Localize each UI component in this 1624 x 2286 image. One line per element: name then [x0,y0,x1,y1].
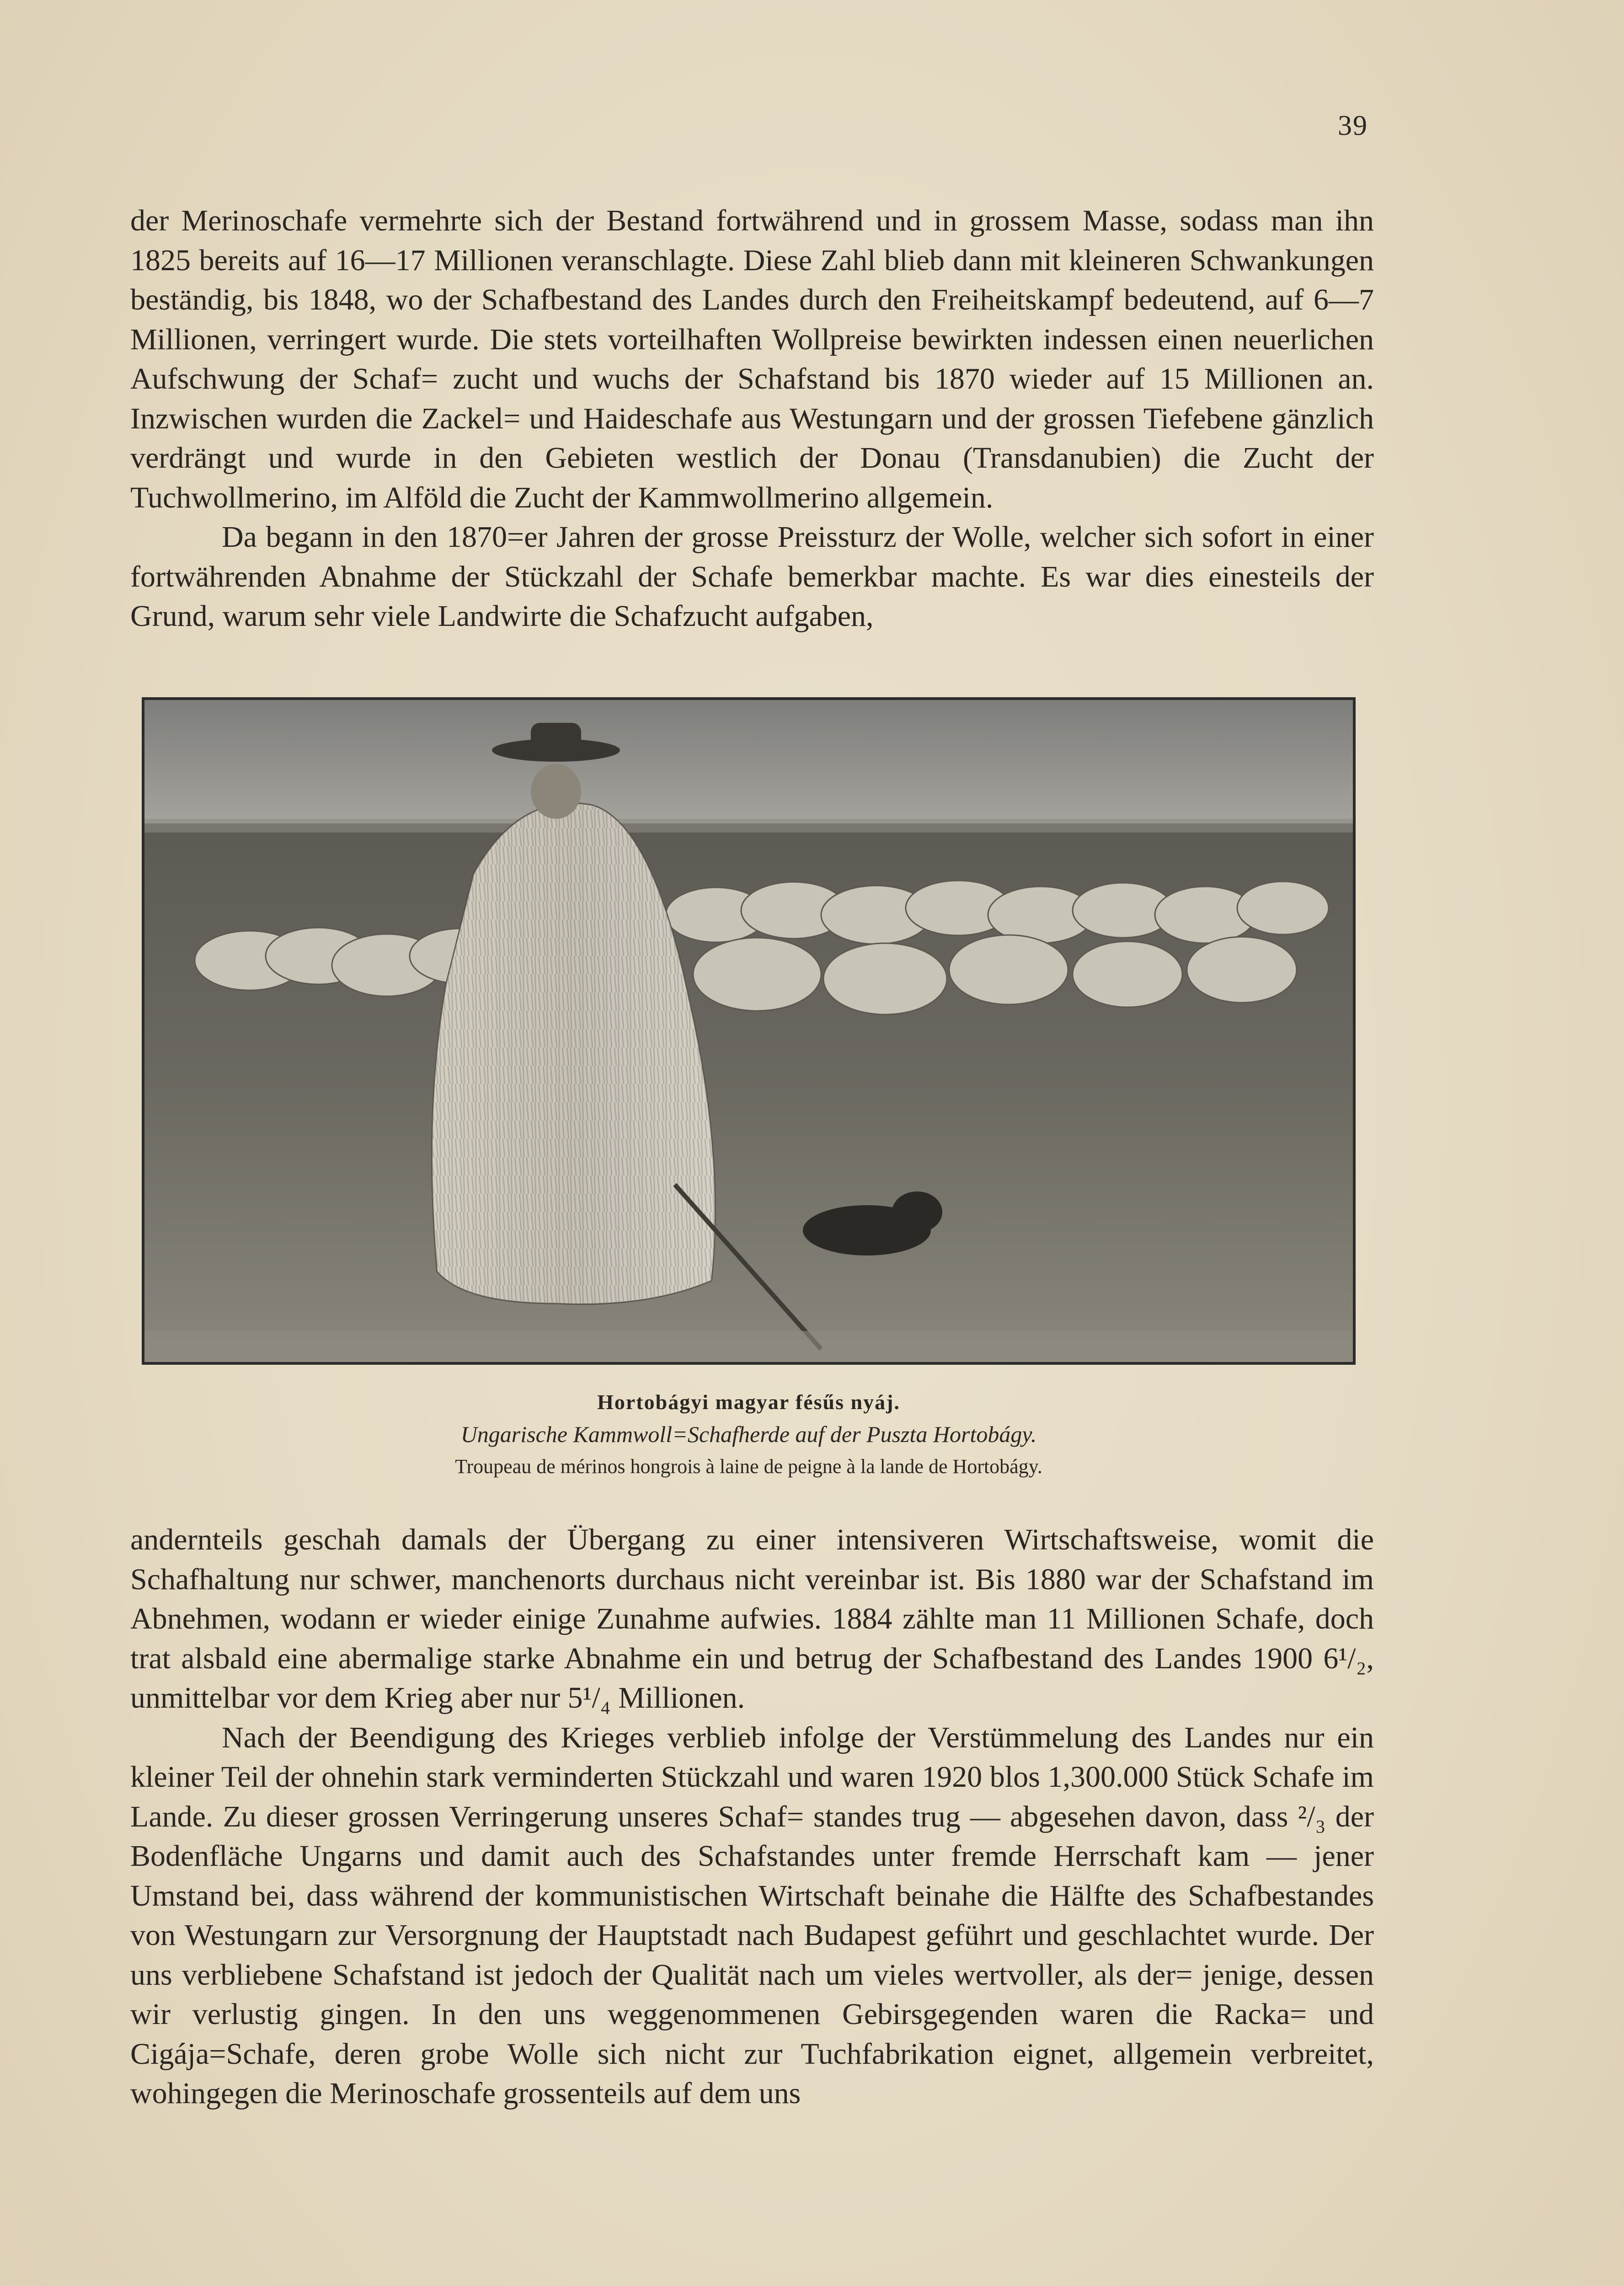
shepherd-flock-photo [142,697,1356,1365]
paragraph: der Merinoschafe vermehrte sich der Bestand fortwährend und in grossem Masse, sodass man ihn 1825 bereits auf 16—17 Millionen veranschlagte. Diese Zahl blieb dann mit kleineren Schwankungen beständig, bis 1848, wo der Schafbestand des Landes durch den Freiheitskampf bedeutend, auf 6—7 Millionen, verringert wurde. Die stets vorteilhaften Wollpreise bewirkten indessen einen neuerlichen Aufschwung der Schaf= zucht und wuchs der Schafstand bis 1870 wieder auf 15 Millionen an. Inzwischen wurden die Zackel= und Haideschafe aus Westungarn und der grossen Tiefebene gänzlich verdrängt und wurde in den Gebieten westlich der Donau (Transdanubien) die Zucht der Tuchwollmerino, im Alföld die Zucht der Kammwollmerino allgemein. [130,204,1374,514]
paragraph: Nach der Beendigung des Krieges verblieb infolge der Verstümmelung des Landes nur ein kleiner Teil der ohnehin stark verminderten Stückzahl und waren 1920 blos 1,300.000 Stück Schafe im Lande. Zu dieser grossen Verringerung unseres Schaf= standes trug — abgesehen davon, dass ²/₃ der Bodenfläche Ungarns und damit auch des Schafstandes unter fremde Herrschaft kam — jener Umstand bei, dass während der kommunistischen Wirtschaft beinahe die Hälfte des Schafbestandes von Westungarn zur Versorgnung der Hauptstadt nach Budapest geführt und geschlachtet wurde. Der uns verbliebene Schafstand ist jedoch der Qualität nach um vieles wertvoller, als der= jenige, dessen wir verlustig gingen. In den uns weggenommenen Gebirsgegenden waren die Racka= und Cigája=Schafe, deren grobe Wolle sich nicht zur Tuchfabrikation eignet, allgemein verbreitet, wohingegen die Merinoschafe grossenteils auf dem uns [130,1720,1374,2110]
caption-french: Troupeau de mérinos hongrois à laine de peigne à la lande de Hortobágy. [455,1455,1042,1478]
paragraph: Da begann in den 1870=er Jahren der grosse Preissturz der Wolle, welcher sich sofort in einer fortwährenden Abnahme der Stückzahl der Schafe bemerkbar machte. Es war dies einesteils der Grund, warum sehr viele Landwirte die Schafzucht aufgaben, [130,520,1374,633]
caption-hungarian: Hortobágyi magyar fésűs nyáj. [597,1390,900,1414]
paragraph: andernteils geschah damals der Übergang zu einer intensiveren Wirtschaftsweise, womit die Schafhaltung nur schwer, manchenorts durchaus nicht vereinbar ist. Bis 1880 war der Schafstand im Abnehmen, wodann er wieder einige Zunahme aufwies. 1884 zählte man 11 Millionen Schafe, doch trat alsbald eine abermalige starke Abnahme ein und betrug der Schafbestand des Landes 1900 6¹/₂, unmittelbar vor dem Krieg aber nur 5¹/₄ Millionen. [130,1523,1374,1714]
page-number: 39 [1338,110,1368,141]
caption-german: Ungarische Kammwoll=Schafherde auf der Puszta Hortobágy. [460,1421,1037,1447]
bottom-text-block [130,1520,1374,2114]
top-text-block [130,201,1374,636]
photo-image [144,700,1353,1362]
